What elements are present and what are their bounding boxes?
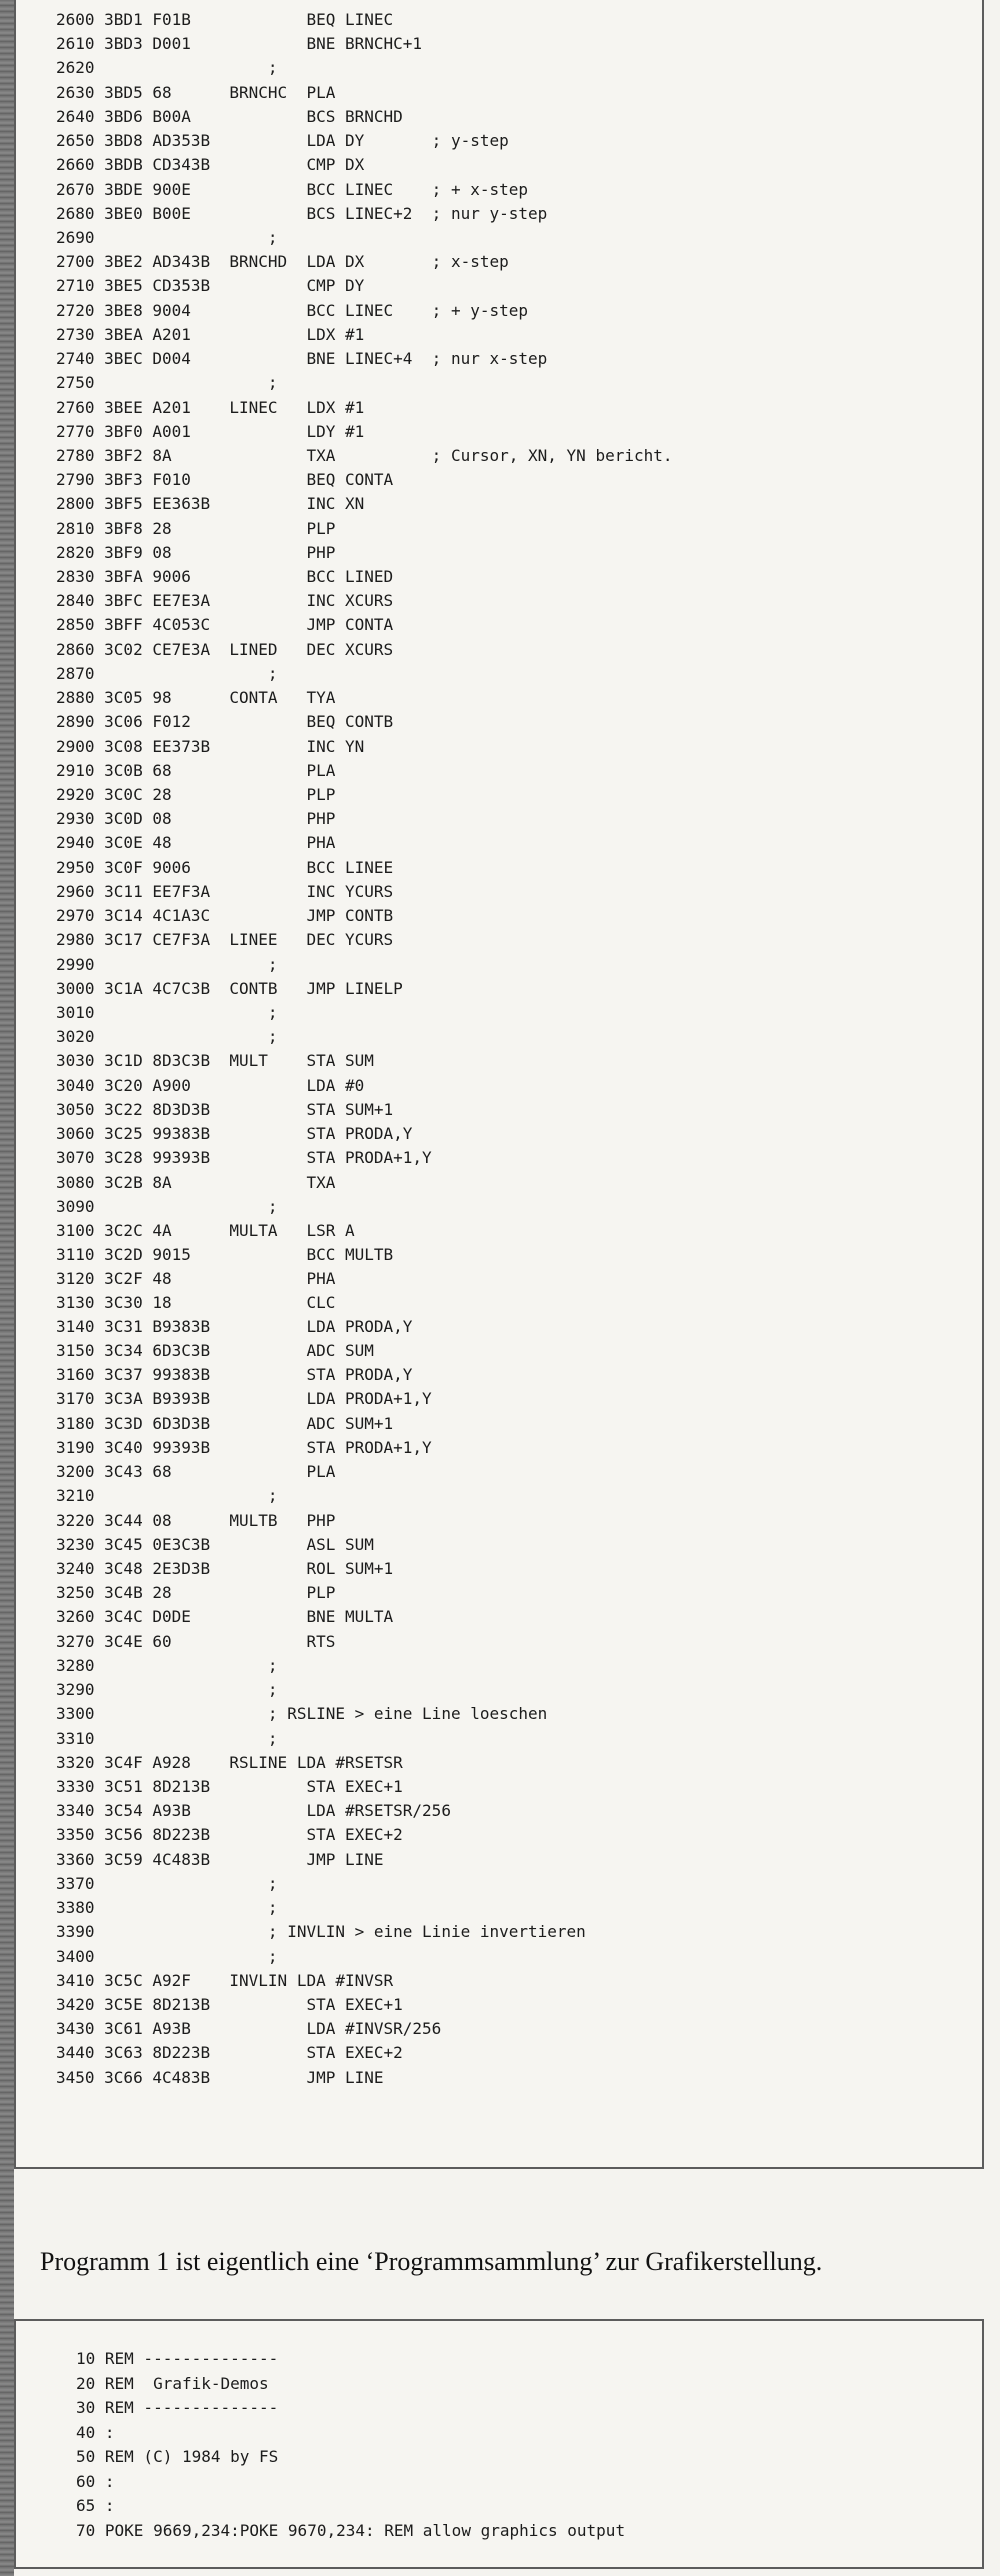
code-line: 2870 ; [56,663,278,683]
code-line: 3150 3C34 6D3C3B ADC SUM [56,1341,374,1361]
code-line: 2750 ; [56,373,278,393]
code-line: 2990 ; [56,954,278,974]
code-line: 2720 3BE8 9004 BCC LINEC ; + y-step [56,300,529,320]
code-line: 3180 3C3D 6D3D3B ADC SUM+1 [56,1413,394,1433]
code-line: 3090 ; [56,1196,278,1216]
code-line: 2880 3C05 98 CONTA TYA [56,688,336,708]
code-line: 2910 3C0B 68 PLA [56,760,336,780]
code-line: 3220 3C44 08 MULTB PHP [56,1510,336,1530]
code-line: 3430 3C61 A93B LDA #INVSR/256 [56,2019,442,2039]
basic-code-line: 20 REM Grafik-Demos [76,2373,269,2393]
code-line: 3040 3C20 A900 LDA #0 [56,1075,365,1095]
code-line: 2890 3C06 F012 BEQ CONTB [56,712,394,732]
code-line: 2820 3BF9 08 PHP [56,542,336,562]
code-line: 3240 3C48 2E3D3B ROL SUM+1 [56,1559,394,1578]
code-line: 3350 3C56 8D223B STA EXEC+2 [56,1825,403,1845]
code-line: 3140 3C31 B9383B LDA PRODA,Y [56,1316,413,1336]
code-line: 3270 3C4E 60 RTS [56,1631,336,1651]
basic-code-line: 60 : [76,2471,115,2491]
code-line: 2950 3C0F 9006 BCC LINEE [56,857,394,877]
code-line: 3300 ; RSLINE > eine Line loeschen [56,1704,548,1724]
code-line: 2810 3BF8 28 PLP [56,518,336,538]
code-line: 3190 3C40 99393B STA PRODA+1,Y [56,1437,432,1457]
code-line: 2840 3BFC EE7E3A INC XCURS [56,591,394,611]
code-line: 3310 ; [56,1728,278,1748]
code-line: 2620 ; [56,58,278,78]
code-line: 2650 3BD8 AD353B LDA DY ; y-step [56,131,509,151]
code-line: 2790 3BF3 F010 BEQ CONTA [56,470,394,490]
code-line: 3260 3C4C D0DE BNE MULTA [56,1607,394,1627]
code-line: 3450 3C66 4C483B JMP LINE [56,2067,384,2087]
code-line: 3050 3C22 8D3D3B STA SUM+1 [56,1099,394,1119]
code-line: 2660 3BDB CD343B CMP DX [56,155,365,175]
basic-code-line: 65 : [76,2496,115,2515]
code-line: 2740 3BEC D004 BNE LINEC+4 ; nur x-step [56,349,548,369]
code-line: 3380 ; [56,1898,278,1918]
code-line: 3370 ; [56,1873,278,1893]
code-line: 3010 ; [56,1002,278,1022]
basic-code-line: 50 REM (C) 1984 by FS [76,2447,279,2466]
code-line: 3400 ; [56,1946,278,1966]
code-line: 2980 3C17 CE7F3A LINEE DEC YCURS [56,930,394,950]
code-line: 3120 3C2F 48 PHA [56,1269,336,1288]
code-line: 2690 ; [56,227,278,247]
code-line: 2970 3C14 4C1A3C JMP CONTB [56,906,394,926]
code-line: 3080 3C2B 8A TXA [56,1172,336,1192]
code-line: 3360 3C59 4C483B JMP LINE [56,1849,384,1869]
code-line: 2940 3C0E 48 PHA [56,833,336,853]
code-line: 2710 3BE5 CD353B CMP DY [56,276,365,296]
code-line: 3340 3C54 A93B LDA #RSETSR/256 [56,1801,451,1821]
code-line: 2800 3BF5 EE363B INC XN [56,494,365,514]
code-line: 2850 3BFF 4C053C JMP CONTA [56,615,394,635]
code-line: 3330 3C51 8D213B STA EXEC+1 [56,1776,403,1796]
code-line: 3110 3C2D 9015 BCC MULTB [56,1245,394,1265]
code-line: 2670 3BDE 900E BCC LINEC ; + x-step [56,179,529,199]
basic-code-line: 70 POKE 9669,234:POKE 9670,234: REM allow graphics output [76,2520,626,2540]
code-line: 3420 3C5E 8D213B STA EXEC+1 [56,1994,403,2014]
code-line: 2920 3C0C 28 PLP [56,785,336,804]
basic-code-line: 10 REM -------------- [76,2349,279,2368]
code-line: 3230 3C45 0E3C3B ASL SUM [56,1534,374,1554]
code-line: 3160 3C37 99383B STA PRODA,Y [56,1365,413,1385]
code-line: 3070 3C28 99393B STA PRODA+1,Y [56,1148,432,1168]
code-line: 2780 3BF2 8A TXA ; Cursor, XN, YN bericht. [56,445,673,465]
code-line: 2730 3BEA A201 LDX #1 [56,324,365,344]
page-spine-edge [0,0,14,2576]
basic-code-line: 30 REM -------------- [76,2398,279,2417]
code-line: 3280 ; [56,1655,278,1675]
code-line: 3030 3C1D 8D3C3B MULT STA SUM [56,1051,374,1071]
code-line: 3130 3C30 18 CLC [56,1292,336,1312]
code-line: 2760 3BEE A201 LINEC LDX #1 [56,397,365,417]
code-line: 3290 ; [56,1680,278,1700]
basic-listing [76,2347,625,2543]
code-line: 2900 3C08 EE373B INC YN [56,736,365,756]
code-line: 2770 3BF0 A001 LDY #1 [56,421,365,441]
code-line: 2700 3BE2 AD343B BRNCHD LDA DX ; x-step [56,252,509,272]
basic-listing-box [14,2319,984,2569]
code-line: 2600 3BD1 F01B BEQ LINEC [56,10,394,29]
code-line: 3000 3C1A 4C7C3B CONTB JMP LINELP [56,978,403,998]
code-line: 3170 3C3A B9393B LDA PRODA+1,Y [56,1389,432,1409]
basic-code-line: 40 : [76,2422,115,2442]
code-line: 3060 3C25 99383B STA PRODA,Y [56,1124,413,1144]
code-line: 2860 3C02 CE7E3A LINED DEC XCURS [56,639,394,659]
code-line: 2640 3BD6 B00A BCS BRNCHD [56,106,403,126]
assembler-listing [56,8,673,2090]
code-line: 3320 3C4F A928 RSLINE LDA #RSETSR [56,1752,403,1772]
code-line: 2610 3BD3 D001 BNE BRNCHC+1 [56,34,423,54]
code-line: 2680 3BE0 B00E BCS LINEC+2 ; nur y-step [56,203,548,223]
code-line: 3390 ; INVLIN > eine Linie invertieren [56,1922,586,1942]
code-line: 3210 ; [56,1486,278,1506]
code-line: 2630 3BD5 68 BRNCHC PLA [56,82,336,102]
code-line: 2830 3BFA 9006 BCC LINED [56,567,394,587]
code-line: 3250 3C4B 28 PLP [56,1583,336,1603]
code-line: 2960 3C11 EE7F3A INC YCURS [56,881,394,901]
code-line: 3440 3C63 8D223B STA EXEC+2 [56,2043,403,2063]
code-line: 2930 3C0D 08 PHP [56,809,336,829]
code-line: 3410 3C5C A92F INVLIN LDA #INVSR [56,1970,394,1990]
code-line: 3100 3C2C 4A MULTA LSR A [56,1220,355,1240]
assembler-listing-box [14,0,984,2169]
code-line: 3200 3C43 68 PLA [56,1462,336,1482]
code-line: 3020 ; [56,1027,278,1047]
caption-text: Programm 1 ist eigentlich eine ‘Programmsammlung’ zur Grafikerstellung. [40,2247,823,2276]
